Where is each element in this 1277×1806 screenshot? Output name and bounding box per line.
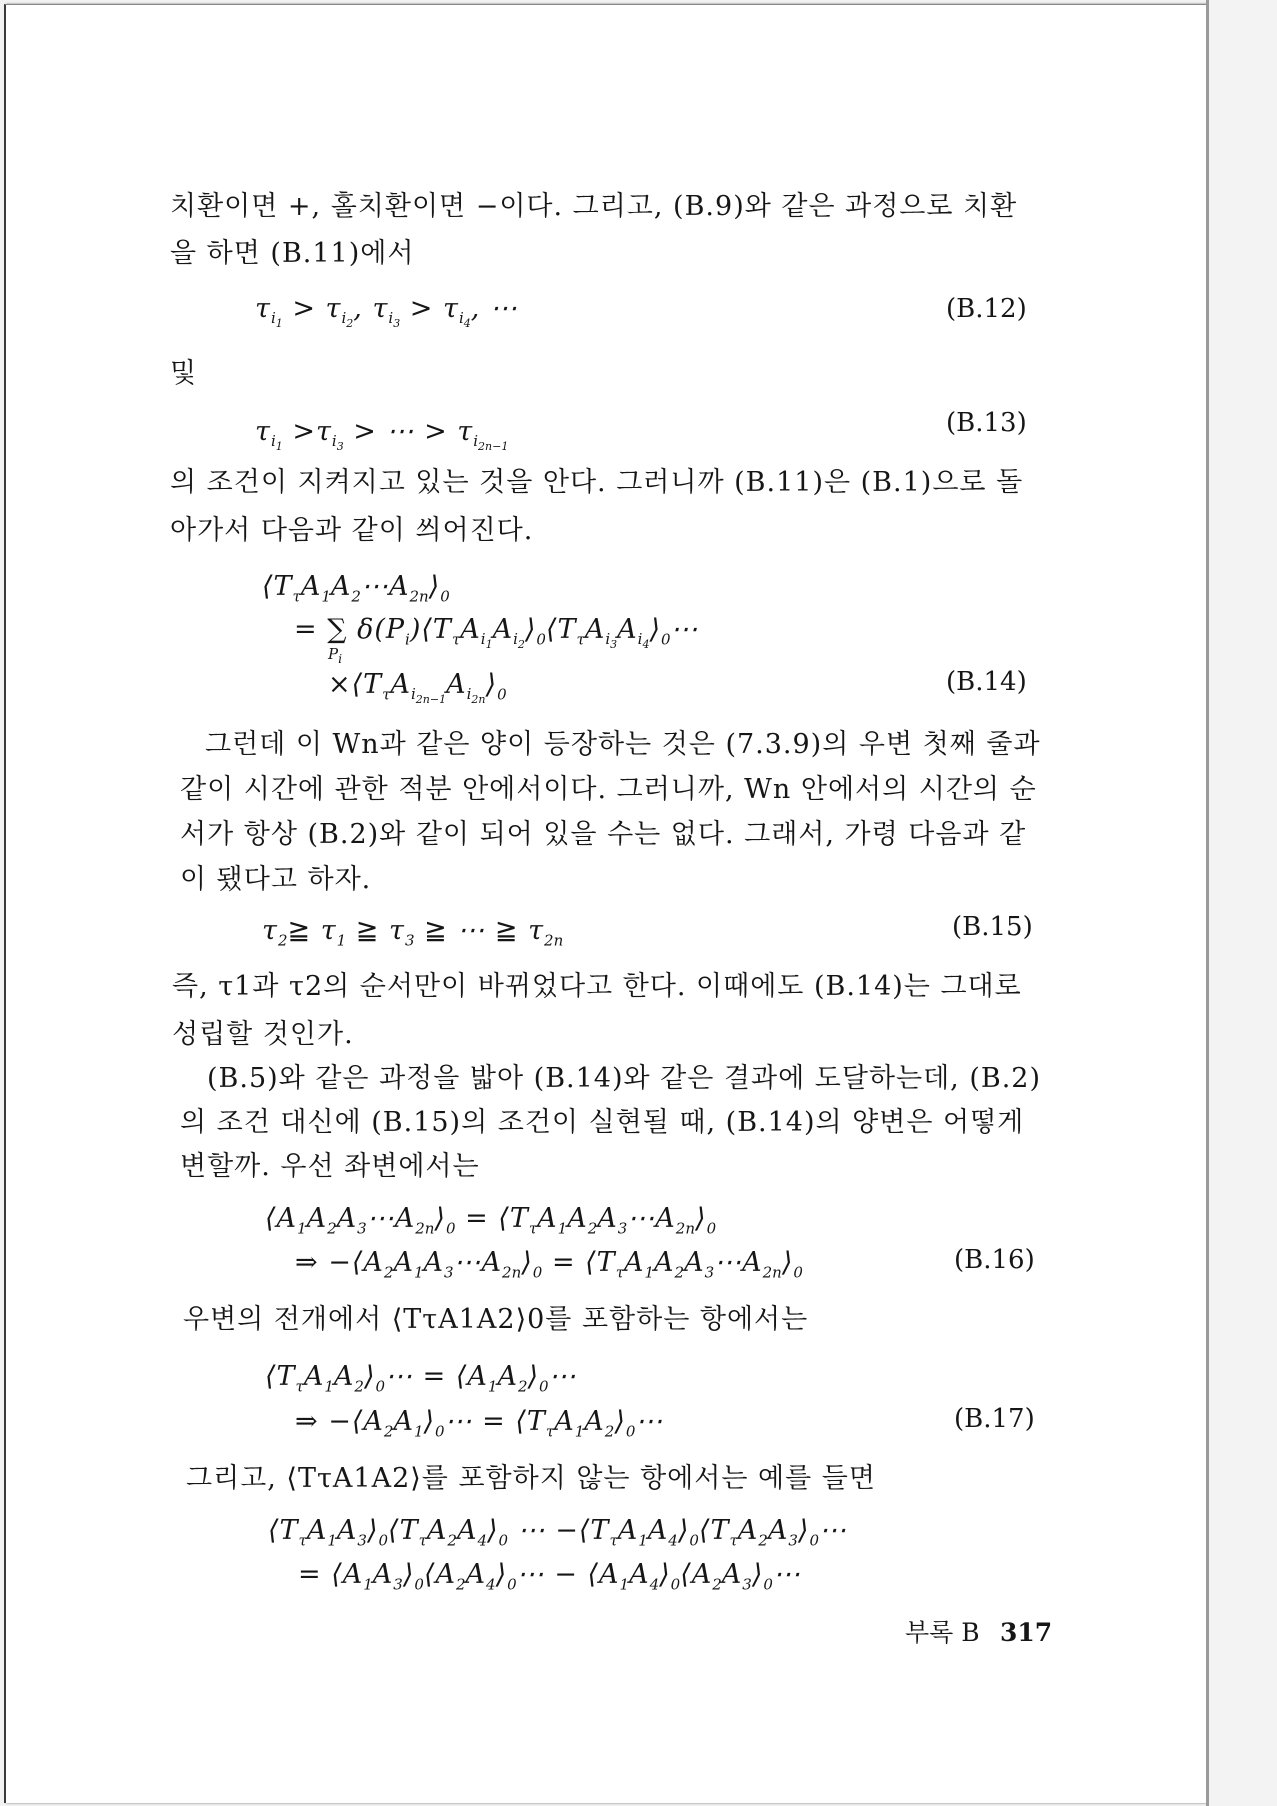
equation-b17-line1: $⟨T_\tau A_1A_2⟩_0\cdots$ = $⟨A_1A_2⟩_0\cdots$: [265, 1361, 577, 1396]
equation-b14-line2: = ∑ $\delta(P_i)⟨T_\tau A_{i_1}A_{i_2}⟩_0⟨T_\tau A_{i_3}A_{i_4}⟩_0\cdots$: [294, 614, 699, 652]
paragraph-line: 변할까. 우선 좌변에서는: [180, 1151, 480, 1182]
equation-b15: $\tau_2≧$ $\tau_1$ ≧ $\tau_3$ ≧ ⋯ ≧ $\tau_{2n}$: [262, 915, 564, 950]
paragraph-line: 같이 시간에 관한 적분 안에서이다. 그러니까, Wn 안에서의 시간의 순: [180, 774, 1037, 805]
page-edge-line: [1206, 0, 1209, 1806]
page-edge: [1206, 0, 1277, 1806]
equation-number: (B.14): [946, 667, 1027, 697]
paragraph-line: 즉, τ1과 τ2의 순서만이 바뀌었다고 한다. 이때에도 (B.14)는 그대로: [172, 971, 1022, 1002]
equation-number: (B.15): [952, 912, 1033, 942]
paragraph-line: 의 조건이 지켜지고 있는 것을 안다. 그러니까 (B.11)은 (B.1)으로 돌: [170, 467, 1024, 498]
footer-section: 부록 B: [905, 1618, 980, 1647]
paragraph-line: 아가서 다음과 같이 씌어진다.: [170, 515, 534, 546]
paragraph-line: 이 됐다고 하자.: [180, 864, 372, 895]
equation-final-line1: $⟨T_\tau A_1A_3⟩_0⟨T_\tau A_2A_4⟩_0$ ⋯ $-⟨T_\tau A_1A_4⟩_0⟨T_\tau A_2A_3⟩_0\cdots$: [268, 1515, 847, 1550]
equation-b16-line1: $⟨A_1A_2A_3\cdots A_{2n}⟩_0$ = $⟨T_\tau A_1A_2A_3\cdots A_{2n}⟩_0$: [265, 1203, 717, 1238]
equation-number: (B.17): [954, 1404, 1035, 1434]
paragraph-line: 치환이면 +, 홀치환이면 −이다. 그리고, (B.9)와 같은 과정으로 치환: [170, 191, 1018, 222]
equation-b12: $\tau_{i_1} > \tau_{i_2}$, $\tau_{i_3} > \tau_{i_4}$, ⋯: [255, 293, 518, 331]
paragraph-line: 성립할 것인가.: [172, 1019, 354, 1050]
paragraph-line: 그런데 이 Wn과 같은 양이 등장하는 것은 (7.3.9)의 우변 첫째 줄과: [205, 729, 1041, 760]
equation-b14-line1: $⟨T_\tau A_1A_2\cdots A_{2n}⟩_0$: [262, 571, 450, 606]
equation-b13: $\tau_{i_1} >\tau_{i_3}$ > ⋯ > $\tau_{i_{2n-1}}$: [255, 416, 509, 454]
summation-index: $P_i$: [328, 645, 343, 666]
equation-b17-line2: ⇒ $-⟨A_2A_1⟩_0\cdots$ = $⟨T_\tau A_1A_2⟩_0\cdots$: [295, 1406, 664, 1441]
page-number: 317: [1000, 1618, 1053, 1647]
paragraph-line: 우변의 전개에서 ⟨TτA1A2⟩0를 포함하는 항에서는: [183, 1304, 809, 1335]
paragraph-line: 의 조건 대신에 (B.15)의 조건이 실현될 때, (B.14)의 양변은 어떻게: [180, 1107, 1025, 1138]
equation-number: (B.16): [954, 1245, 1035, 1275]
equation-b14-line3: $\times⟨T_\tau A_{i_{2n-1}}A_{i_{2n}}⟩_0$: [328, 669, 507, 707]
paragraph-line: 을 하면 (B.11)에서: [170, 238, 415, 269]
equation-b16-line2: ⇒ $-⟨A_2A_1A_3\cdots A_{2n}⟩_0$ = $⟨T_\tau A_1A_2A_3\cdots A_{2n}⟩_0$: [295, 1247, 803, 1282]
equation-number: (B.13): [946, 408, 1027, 438]
paragraph-line: (B.5)와 같은 과정을 밟아 (B.14)와 같은 결과에 도달하는데, (B.2): [207, 1063, 1041, 1094]
equation-final-line2: = $⟨A_1A_3⟩_0⟨A_2A_4⟩_0\cdots$ − $⟨A_1A_4⟩_0⟨A_2A_3⟩_0\cdots$: [298, 1559, 801, 1594]
paragraph-line: 서가 항상 (B.2)와 같이 되어 있을 수는 없다. 그래서, 가령 다음과 같: [180, 819, 1027, 850]
paragraph-line: 및: [170, 358, 198, 389]
equation-number: (B.12): [946, 294, 1027, 324]
paragraph-line: 그리고, ⟨TτA1A2⟩를 포함하지 않는 항에서는 예를 들면: [186, 1463, 876, 1494]
